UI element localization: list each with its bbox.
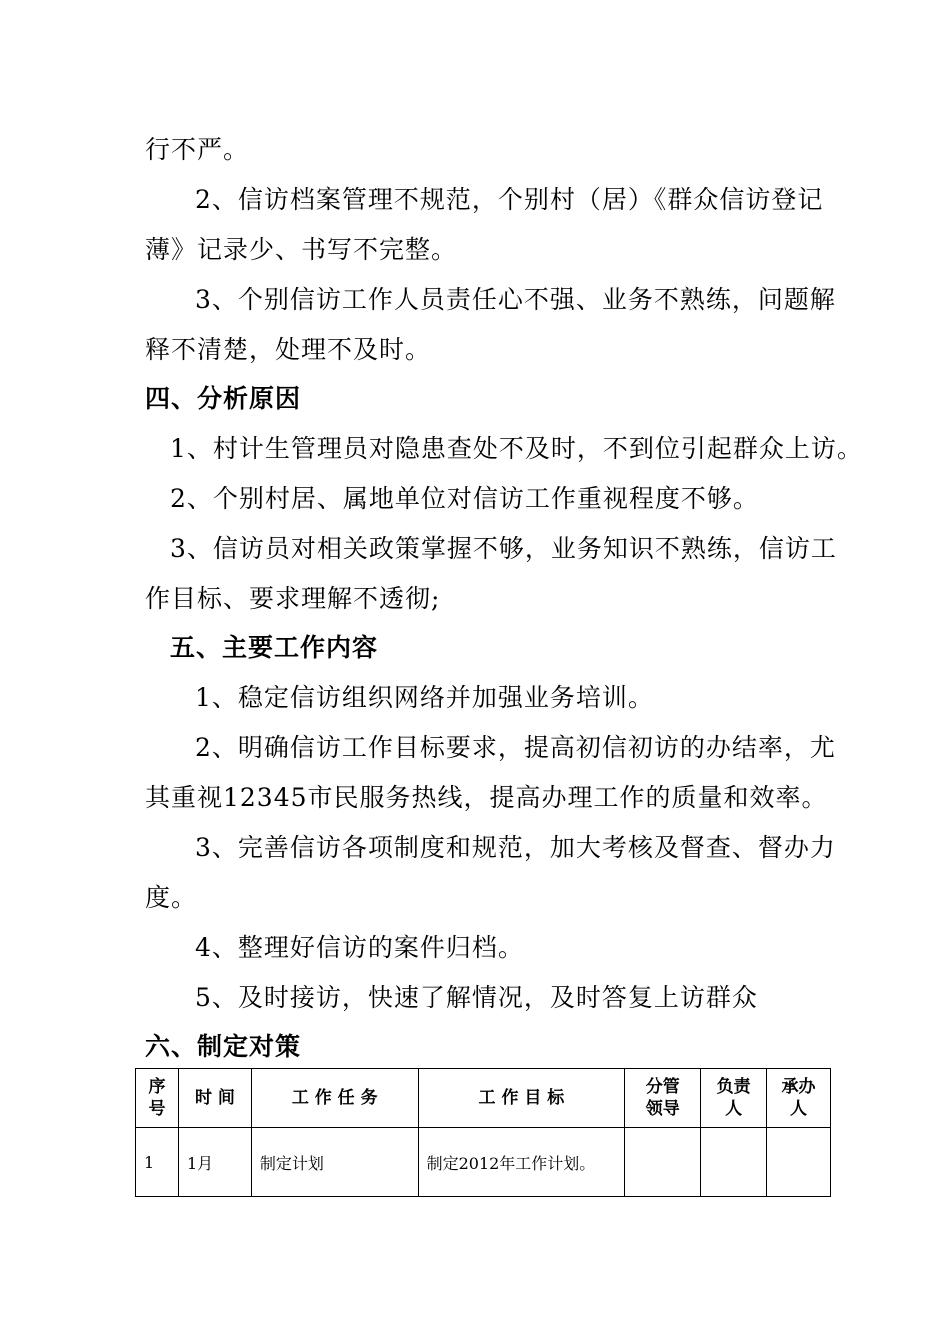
list-item: 其重视12345市民服务热线，提高办理工作的质量和效率。 bbox=[145, 783, 828, 812]
column-header-time: 时 间 bbox=[178, 1069, 251, 1128]
cell-time: 1月 bbox=[178, 1128, 251, 1197]
list-item: 1、村计生管理员对隐患查处不及时，不到位引起群众上访。 bbox=[170, 434, 863, 463]
column-header-goal: 工 作 目 标 bbox=[418, 1069, 625, 1128]
section-heading-main-work: 五、主要工作内容 bbox=[170, 633, 379, 662]
cell-leader bbox=[625, 1128, 701, 1197]
list-item: 2、个别村居、属地单位对信访工作重视程度不够。 bbox=[170, 484, 759, 513]
cell-seq: 1 bbox=[136, 1128, 179, 1197]
section-heading-countermeasures: 六、制定对策 bbox=[145, 1032, 302, 1061]
column-header-owner: 负责 人 bbox=[701, 1069, 767, 1128]
paragraph-line: 行不严。 bbox=[145, 135, 250, 164]
table-row bbox=[136, 1128, 831, 1197]
section-heading-analysis: 四、分析原因 bbox=[145, 384, 302, 413]
cell-handler bbox=[767, 1128, 831, 1197]
column-header-handler: 承办 人 bbox=[767, 1069, 831, 1128]
list-item: 3、信访员对相关政策掌握不够，业务知识不熟练，信访工 bbox=[170, 534, 837, 563]
countermeasure-table bbox=[135, 1068, 831, 1197]
paragraph-line: 3、个别信访工作人员责任心不强、业务不熟练，问题解 bbox=[195, 285, 836, 314]
column-header-task: 工 作 任 务 bbox=[251, 1069, 418, 1128]
cell-task: 制定计划 bbox=[251, 1128, 418, 1197]
paragraph-line: 释不清楚，处理不及时。 bbox=[145, 335, 432, 364]
list-item: 作目标、要求理解不透彻; bbox=[145, 584, 441, 613]
column-header-leader: 分管 领导 bbox=[625, 1069, 701, 1128]
list-item: 5、及时接访，快速了解情况，及时答复上访群众 bbox=[195, 983, 758, 1012]
list-item: 度。 bbox=[145, 883, 198, 912]
table-header-row bbox=[136, 1069, 831, 1128]
list-item: 2、明确信访工作目标要求，提高初信初访的办结率，尤 bbox=[195, 733, 836, 762]
paragraph-line: 薄》记录少、书写不完整。 bbox=[145, 235, 458, 264]
column-header-seq: 序 号 bbox=[136, 1069, 179, 1128]
cell-goal: 制定2012年工作计划。 bbox=[418, 1128, 625, 1197]
list-item: 1、稳定信访组织网络并加强业务培训。 bbox=[195, 683, 654, 712]
list-item: 4、整理好信访的案件归档。 bbox=[195, 933, 524, 962]
list-item: 3、完善信访各项制度和规范，加大考核及督查、督办力 bbox=[195, 833, 836, 862]
cell-owner bbox=[701, 1128, 767, 1197]
paragraph-line: 2、信访档案管理不规范，个别村（居）《群众信访登记 bbox=[195, 185, 824, 214]
